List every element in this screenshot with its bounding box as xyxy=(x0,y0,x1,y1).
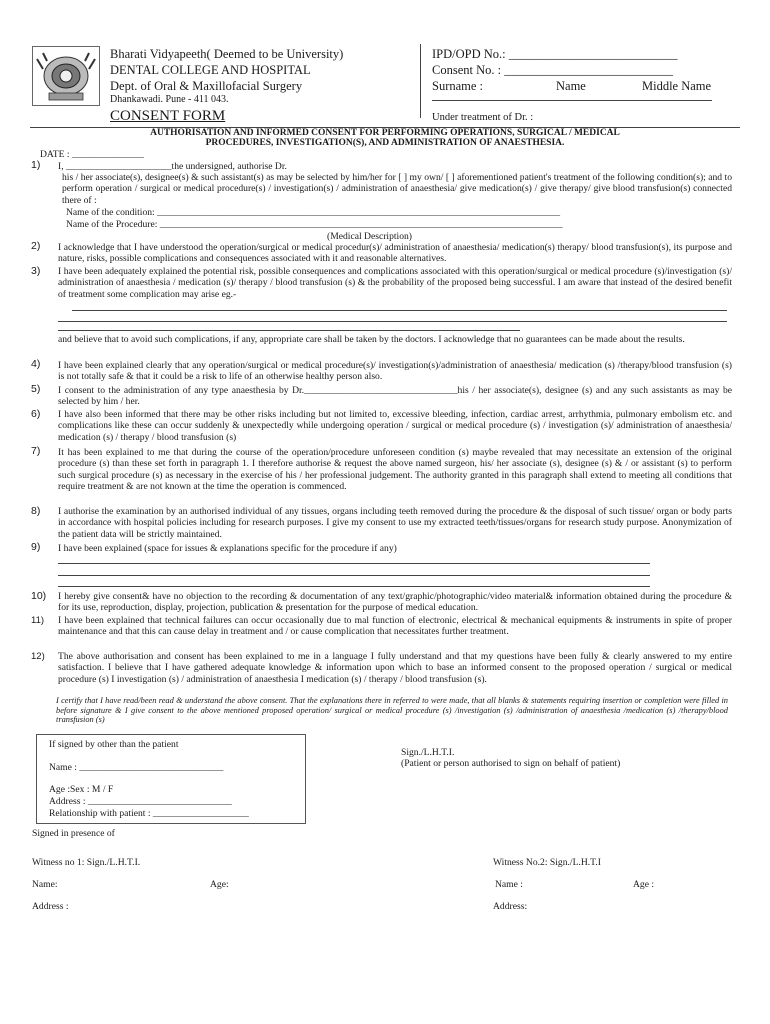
condition-field[interactable]: Name of the condition: ____________________________________________________________________________________ xyxy=(66,207,561,218)
item-number-7: 7) xyxy=(31,445,41,457)
paragraph-3b: and believe that to avoid such complications, if any, appropriate care shall be taken by the doctors. I acknowledge that no guarantees can be made about the results. xyxy=(58,334,685,345)
witness-2-signature[interactable]: Witness No.2: Sign./L.H.T.I xyxy=(493,857,601,868)
item-number-1: 1) xyxy=(31,159,41,171)
witness-1-name[interactable]: Name: xyxy=(32,879,58,890)
medical-description-label: (Medical Description) xyxy=(327,231,412,242)
witness-2-age[interactable]: Age : xyxy=(633,879,655,890)
paragraph-12: The above authorisation and consent has been explained to me in a language I fully understand and that my questions have been fully & clearly answered to my entire satisfaction. I believe that I have gathered adequate knowledge & information upon which to base an informed consent to the proposed operation / surgical or medical procedure (s) I investigation (s) / administration of anaesthesia I medication (s) / therapy / blood transfusion (s). xyxy=(58,651,732,685)
paragraph-8: I authorise the examination by an authorised individual of any tissues, organs including teeth removed during the procedure & the disposal of such tissue/ organ or body parts in accordance with hospital policies including for research purposes. I give my consent to use my extracted teeth/tissues/organs for research study purpose. Anonymization of the patient data will be strictly maintained. xyxy=(58,506,732,540)
item-number-2: 2) xyxy=(31,240,41,252)
paragraph-1: his / her associate(s), designee(s) & such assistant(s) as may be selected by him/her for [ ] my own/ [ ] aforementioned patient's treatment of the following condition(s); and to perform operation / surgical or medical procedure(s) / investigation(s) / administration of anaesthesia/ give medication(s) / give therapy/ give blood transfusion(s) connected there of : xyxy=(62,172,732,206)
witness-2-name[interactable]: Name : xyxy=(495,879,523,890)
paragraph-11: I have been explained that technical failures can occur occasionally due to mal function of electronic, electrical & mechanical equipments & instruments in spite of proper maintenance and that this can cause delay in treatment and / or cause complication that necessitates further treatment. xyxy=(58,615,732,638)
item-number-10: 10) xyxy=(31,590,47,602)
item-number-8: 8) xyxy=(31,505,41,517)
paragraph-6: I have also been informed that there may be other risks including but not limited to, excessive bleeding, infection, cardiac arrest, arrhythmia, pulmonary embolism etc. and complications like these can occur suddenly & unexpectedly while undergoing operation / surgical or medical procedure (s) / investigation (s)/ administration of anaesthesia/ medication (s) / therapy / blood transfusion (s) xyxy=(58,409,732,443)
explanation-line-2[interactable] xyxy=(58,575,650,576)
department-name: Dept. of Oral & Maxillofacial Surgery xyxy=(110,79,303,93)
witness-1-signature[interactable]: Witness no 1: Sign./L.H.T.I. xyxy=(32,857,141,868)
certification-statement: I certify that I have read/been read & understand the above consent. That the explanations there in referred to were made, that all blanks & statements requiring insertion or completion were filled in before signature & I give consent to the above mentioned proposed operation/ surgical or medical procedure (s) /investigation (s) /administration of anaesthesia /medication (s) /therapy/blood transfusion (s) xyxy=(56,696,728,725)
form-title: CONSENT FORM xyxy=(110,108,226,124)
university-logo xyxy=(32,46,100,106)
name-label: Name xyxy=(556,79,586,93)
paragraph-9: I have been explained (space for issues & explanations specific for the procedure if any) xyxy=(58,543,397,554)
paragraph-3: I have been adequately explained the potential risk, possible consequences and complications associated with this operation/surgical or medical procedure (s)/investigation (s)/ administration of anaesthesia / medication (s)/ therapy / blood transfusion (s) & the probability of the proposed being successful. I am aware that instead of the desired benefit of treatment some complication may arise eg.- xyxy=(58,266,732,300)
date-field[interactable]: DATE : _______________ xyxy=(40,149,144,160)
paragraph-1-intro[interactable]: I, ______________________the undersigned, authorise Dr. xyxy=(58,161,287,172)
item-number-3: 3) xyxy=(31,265,41,277)
procedure-field[interactable]: Name of the Procedure: ____________________________________________________________________________________ xyxy=(66,219,563,230)
surname-label: Surname : xyxy=(432,79,484,93)
witness-1-address[interactable]: Address : xyxy=(32,901,69,912)
eg-line-3[interactable] xyxy=(58,330,520,331)
paragraph-4: I have been explained clearly that any operation/surgical or medical procedure(s)/ investigation(s)/administration of anaesthesia/ medication (s) /therapy/blood transfusion (s) is not totally safe & that it could be a risk to life of an otherwise healthy person also. xyxy=(58,360,732,383)
middle-name-label: Middle Name xyxy=(642,79,712,93)
patient-signature-note: (Patient or person authorised to sign on behalf of patient) xyxy=(401,758,621,769)
patient-name-line[interactable] xyxy=(432,100,712,101)
eg-line-1[interactable] xyxy=(72,310,727,311)
patient-signature-label[interactable]: Sign./L.H.T.I. xyxy=(401,747,455,758)
other-signer-title: If signed by other than the patient xyxy=(49,739,179,750)
witness-2-address[interactable]: Address: xyxy=(493,901,528,912)
item-number-4: 4) xyxy=(31,358,41,370)
item-number-5: 5) xyxy=(31,383,41,395)
college-address: Dhankawadi. Pune - 411 043. xyxy=(110,94,229,105)
college-name: DENTAL COLLEGE AND HOSPITAL xyxy=(110,63,311,77)
university-name: Bharati Vidyapeeth( Deemed to be University) xyxy=(110,47,344,61)
paragraph-7: It has been explained to me that during the course of the operation/procedure unforeseen condition (s) maybe revealed that may necessitate an extension of the original procedure (s) than these set forth in paragraph 1. I therefore authorise & request the above named surgeon, his/ her associate (s), designee (s) & / or assistant (s) to perform such surgical procedure (s) as necessary in the exercise of his / her professional judgement. The authority granted in this paragraph shall extend to meeting all conditions that require treatment & are not known at the time the operation is commenced. xyxy=(58,447,732,492)
consent-title-line-2: PROCEDURES, INVESTIGATION(S), AND ADMINISTRATION OF ANAESTHESIA. xyxy=(205,138,565,148)
paragraph-10: I hereby give consent& have no objection to the recording & documentation of any text/graphic/photographic/video material& information obtained during the procedure & for its use, reproduction, display, projection, publication & presentation for the purpose of medical education. xyxy=(58,591,732,614)
item-number-12: 12) xyxy=(31,651,45,662)
signed-in-presence-label: Signed in presence of xyxy=(32,828,115,839)
eg-line-2[interactable] xyxy=(58,321,727,322)
other-signer-box xyxy=(36,734,306,824)
other-signer-age-sex-field[interactable]: Age :Sex : M / F xyxy=(49,784,114,795)
witness-1-age[interactable]: Age: xyxy=(210,879,229,890)
ipd-opd-field[interactable]: IPD/OPD No.: ___________________________ xyxy=(432,47,678,61)
item-number-9: 9) xyxy=(31,541,41,553)
explanation-line-1[interactable] xyxy=(58,563,650,564)
under-treatment-field[interactable]: Under treatment of Dr. : xyxy=(432,112,534,123)
paragraph-2: I acknowledge that I have understood the operation/surgical or medical procedur(s)/ administration of anaesthesia/ medication(s) therapy/ blood transfusion(s), its purpose and nature, risks, possible complications and consequences associated with it and reasonable alternatives. xyxy=(58,242,732,265)
explanation-line-3[interactable] xyxy=(58,586,650,587)
consent-no-field[interactable]: Consent No. : ___________________________ xyxy=(432,63,673,77)
consent-title-line-1: AUTHORISATION AND INFORMED CONSENT FOR PERFORMING OPERATIONS, SURGICAL / MEDICAL xyxy=(150,128,620,138)
header-divider xyxy=(420,44,421,118)
other-signer-relationship-field[interactable]: Relationship with patient : ____________________ xyxy=(49,808,249,819)
item-number-11: 11) xyxy=(31,615,45,626)
other-signer-name-field[interactable]: Name : ______________________________ xyxy=(49,762,224,773)
other-signer-address-field[interactable]: Address : ______________________________ xyxy=(49,796,232,807)
item-number-6: 6) xyxy=(31,408,41,420)
paragraph-5[interactable]: I consent to the administration of any type anaesthesia by Dr.________________________________his / her associate(s), designee (s) and any such assistants as may be selected by him / her. xyxy=(58,385,732,408)
